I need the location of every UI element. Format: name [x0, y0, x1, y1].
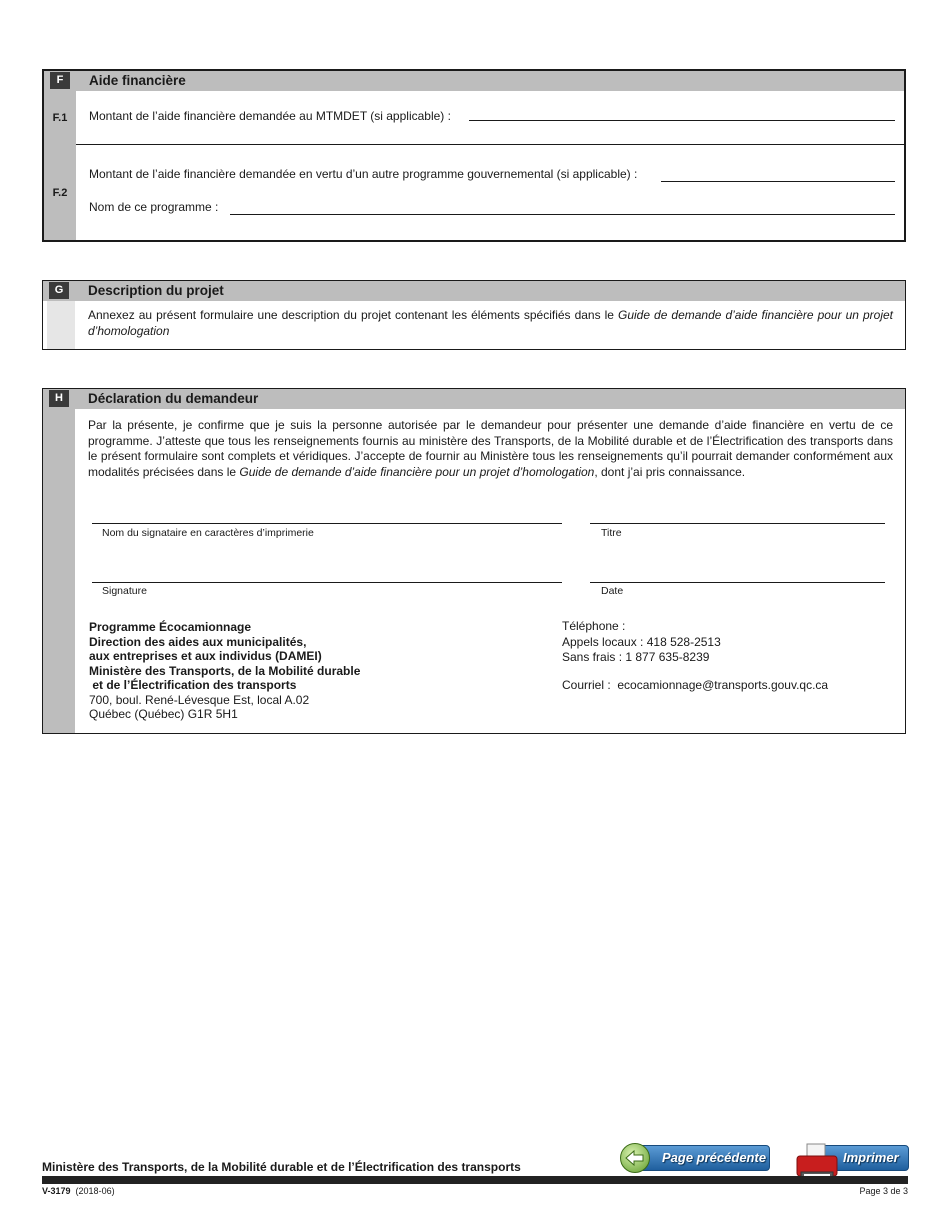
signatory-name-field[interactable]	[92, 523, 562, 524]
direction-line-1: Direction des aides aux municipalités,	[89, 634, 307, 649]
contact-info	[562, 619, 828, 693]
section-f-title: Aide financière	[89, 73, 186, 88]
declaration-paragraph: Par la présente, je confirme que je suis la personne autorisée par le demandeur pour présenter une demande d’aide financière en vertu de ce programme. J’atteste que tous les renseignements fournis au ministère des Transports, de la Mobilité durable et de l’Électrification des transports dans le présent formulaire sont complets et véridiques. J’accepte de fournir au Ministère tous les renseignements qu’il pourrait demander conformément aux modalités précisées dans le Guide de demande d’aide financière pour un projet d’homologation, dont j’ai pris connaissance.	[88, 418, 893, 479]
f2-program-field[interactable]	[230, 214, 895, 215]
email-contact: Courriel : ecocamionnage@transports.gouv.qc.ca	[562, 677, 829, 692]
mailing-address	[89, 620, 360, 722]
section-f-header	[76, 71, 904, 91]
previous-page-label: Page précédente	[662, 1150, 767, 1165]
signatory-title-label: Titre	[601, 527, 622, 539]
ministry-line-1: Ministère des Transports, de la Mobilité durable	[89, 663, 361, 678]
ministry-line-2: et de l’Électrification des transports	[89, 678, 297, 692]
footer-bar	[42, 1176, 908, 1184]
date-field[interactable]	[590, 582, 885, 583]
section-f	[42, 69, 906, 242]
section-g-description: Annexez au présent formulaire une description du projet contenant les éléments spécifiés dans le Guide de demande d’aide financière pour un projet d’homologation	[88, 308, 894, 338]
section-f-strip	[44, 71, 76, 240]
row-f1-label: F.1	[52, 112, 68, 124]
f1-amount-label: Montant de l’aide financière demandée au MTMDET (si applicable) :	[89, 109, 451, 123]
section-h-title: Déclaration du demandeur	[88, 391, 259, 406]
signatory-name-label: Nom du signataire en caractères d’imprimerie	[102, 527, 314, 539]
phone-label: Téléphone :	[562, 619, 626, 633]
date-label: Date	[601, 585, 624, 597]
previous-page-button[interactable]	[620, 1143, 772, 1173]
print-label: Imprimer	[843, 1150, 899, 1165]
direction-line-2: aux entreprises et aux individus (DAMEI)	[89, 649, 322, 663]
page-number: Page 3 de 3	[859, 1186, 908, 1196]
section-h	[42, 388, 906, 734]
signature-label: Signature	[102, 585, 147, 597]
signatory-title-field[interactable]	[590, 523, 885, 524]
f2-amount-field[interactable]	[661, 181, 895, 182]
row-f2-label: F.2	[52, 187, 68, 199]
program-name: Programme Écocamionnage	[89, 620, 252, 634]
f-row-divider	[76, 144, 904, 145]
back-arrow-icon	[620, 1143, 650, 1173]
section-f-letter: F	[50, 72, 70, 89]
f2-program-label: Nom de ce programme :	[89, 200, 219, 214]
section-h-strip	[43, 389, 75, 733]
signature-field[interactable]	[92, 582, 562, 583]
section-h-letter: H	[49, 390, 69, 407]
phone-toll-free: Sans frais : 1 877 635-8239	[562, 650, 710, 664]
phone-local: Appels locaux : 418 528-2513	[562, 634, 721, 649]
street-address: 700, boul. René-Lévesque Est, local A.02	[89, 692, 310, 707]
f2-amount-label: Montant de l’aide financière demandée en vertu d’un autre programme gouvernemental (si applicable) :	[89, 167, 638, 181]
city-postal: Québec (Québec) G1R 5H1	[89, 707, 238, 721]
section-g-letter: G	[49, 282, 69, 299]
form-code: V-3179 (2018-06)	[42, 1186, 115, 1196]
f1-amount-field[interactable]	[469, 120, 895, 121]
ministry-footer-title: Ministère des Transports, de la Mobilité durable et de l’Électrification des transports	[42, 1160, 521, 1174]
section-g	[42, 280, 906, 350]
section-g-title: Description du projet	[88, 283, 224, 298]
